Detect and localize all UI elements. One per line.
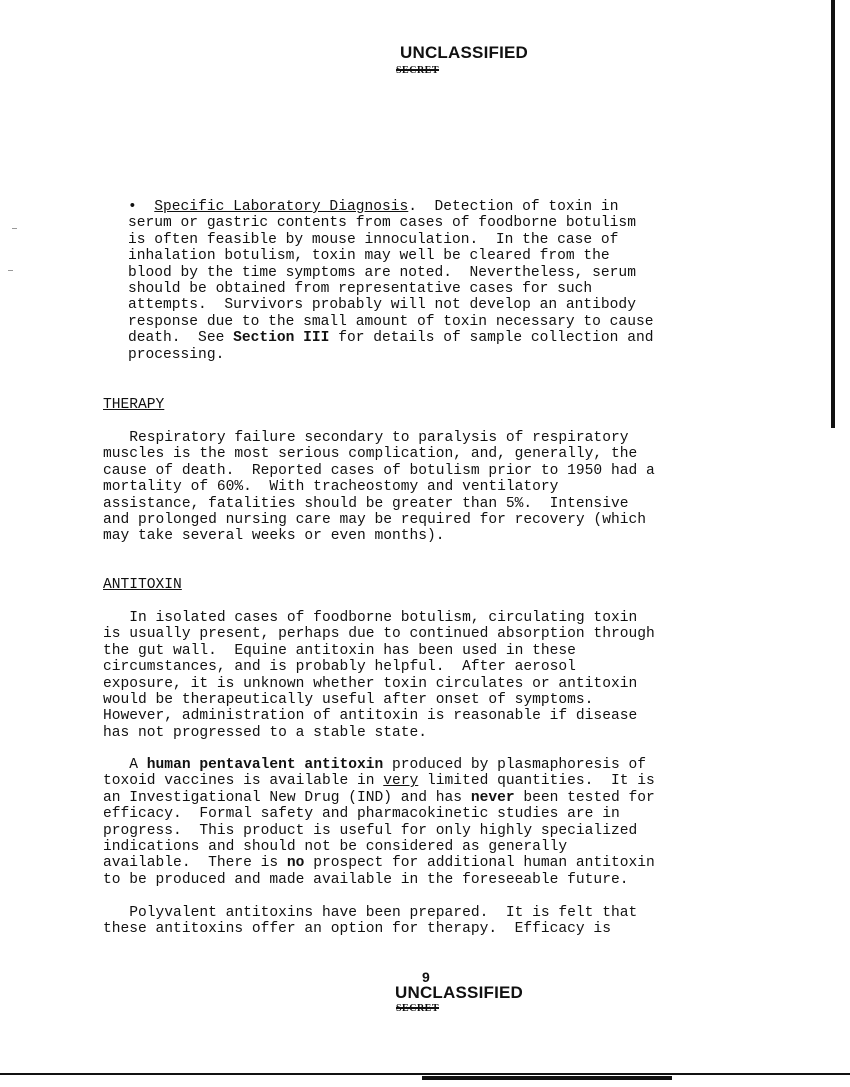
antitoxin-line: However, administration of antitoxin is reasonable if disease	[103, 708, 638, 725]
footer-rule-thick	[422, 1076, 672, 1080]
antitoxin-line: is usually present, perhaps due to continued absorption through	[103, 626, 655, 643]
footer-struck-marking: SECRET	[396, 1003, 440, 1014]
therapy-line: assistance, fatalities should be greater than 5%. Intensive	[103, 495, 629, 512]
bullet-line: attempts. Survivors probably will not develop an antibody	[128, 297, 636, 314]
antitoxin-paragraph-1	[103, 610, 655, 741]
bullet-heading: Specific Laboratory Diagnosis	[154, 199, 409, 215]
header-struck-marking: SECRET	[396, 65, 440, 76]
bullet-symbol: •	[128, 199, 137, 215]
antitoxin-line: these antitoxins offer an option for therapy. Efficacy is	[103, 921, 611, 938]
antitoxin-heading: ANTITOXIN	[103, 577, 182, 593]
antitoxin-paragraph-3	[103, 905, 637, 938]
antitoxin-line: efficacy. Formal safety and pharmacokinetic studies are in	[103, 806, 620, 823]
antitoxin-line: the gut wall. Equine antitoxin has been used in these	[103, 642, 576, 659]
bullet-line-1: • Specific Laboratory Diagnosis. Detection of toxin in	[128, 199, 619, 215]
antitoxin-line: In isolated cases of foodborne botulism, circulating toxin	[103, 610, 638, 626]
antitoxin-line: an Investigational New Drug (IND) and has never been tested for	[103, 789, 655, 806]
antitoxin-line: progress. This product is useful for only highly specialized	[103, 822, 638, 839]
antitoxin-line: A human pentavalent antitoxin produced by plasmaphoresis of	[103, 757, 646, 773]
antitoxin-line: circumstances, and is probably helpful. After aerosol	[103, 659, 576, 676]
footer-classification: UNCLASSIFIED	[395, 983, 524, 1002]
section-ref: Section III	[233, 330, 330, 347]
bullet-line-section-ref: death. See Section III for details of sample collection and	[128, 330, 654, 347]
therapy-line: mortality of 60%. With tracheostomy and ventilatory	[103, 479, 559, 496]
bullet-line: blood by the time symptoms are noted. Nevertheless, serum	[128, 264, 636, 281]
therapy-line: muscles is the most serious complication, and, generally, the	[103, 446, 638, 463]
therapy-line: may take several weeks or even months).	[103, 528, 445, 545]
therapy-line: cause of death. Reported cases of botulism prior to 1950 had a	[103, 462, 655, 479]
therapy-line: Respiratory failure secondary to paralysis of respiratory	[103, 430, 629, 446]
bullet-line: processing.	[128, 346, 225, 363]
antitoxin-line: to be produced and made available in the foreseeable future.	[103, 871, 629, 888]
page-number: 9	[422, 969, 430, 985]
antitoxin-line: has not progressed to a stable state.	[103, 724, 428, 741]
bullet-line: is often feasible by mouse innoculation. In the case of	[128, 231, 619, 248]
footer-rule	[0, 1073, 850, 1075]
margin-mark	[8, 270, 13, 271]
antitoxin-line: exposure, it is unknown whether toxin circulates or antitoxin	[103, 675, 638, 692]
header-classification: UNCLASSIFIED	[400, 43, 529, 62]
antitoxin-paragraph-2	[103, 757, 655, 888]
bullet-line: response due to the small amount of toxin necessary to cause	[128, 313, 654, 330]
bullet-line: serum or gastric contents from cases of foodborne botulism	[128, 215, 636, 232]
antitoxin-line: Polyvalent antitoxins have been prepared. It is felt that	[103, 905, 638, 921]
antitoxin-line: toxoid vaccines is available in very limited quantities. It is	[103, 773, 655, 790]
bullet-line: should be obtained from representative cases for such	[128, 281, 593, 298]
bullet-line: inhalation botulism, toxin may well be cleared from the	[128, 248, 610, 265]
bullet-paragraph	[128, 199, 653, 363]
therapy-line: and prolonged nursing care may be required for recovery (which	[103, 512, 646, 529]
antitoxin-line: available. There is no prospect for additional human antitoxin	[103, 855, 655, 872]
margin-mark	[12, 228, 17, 229]
margin-bar	[831, 0, 835, 428]
antitoxin-line: would be therapeutically useful after onset of symptoms.	[103, 692, 594, 709]
therapy-heading: THERAPY	[103, 397, 165, 413]
therapy-paragraph	[103, 430, 655, 545]
antitoxin-line: indications and should not be considered as generally	[103, 839, 568, 856]
